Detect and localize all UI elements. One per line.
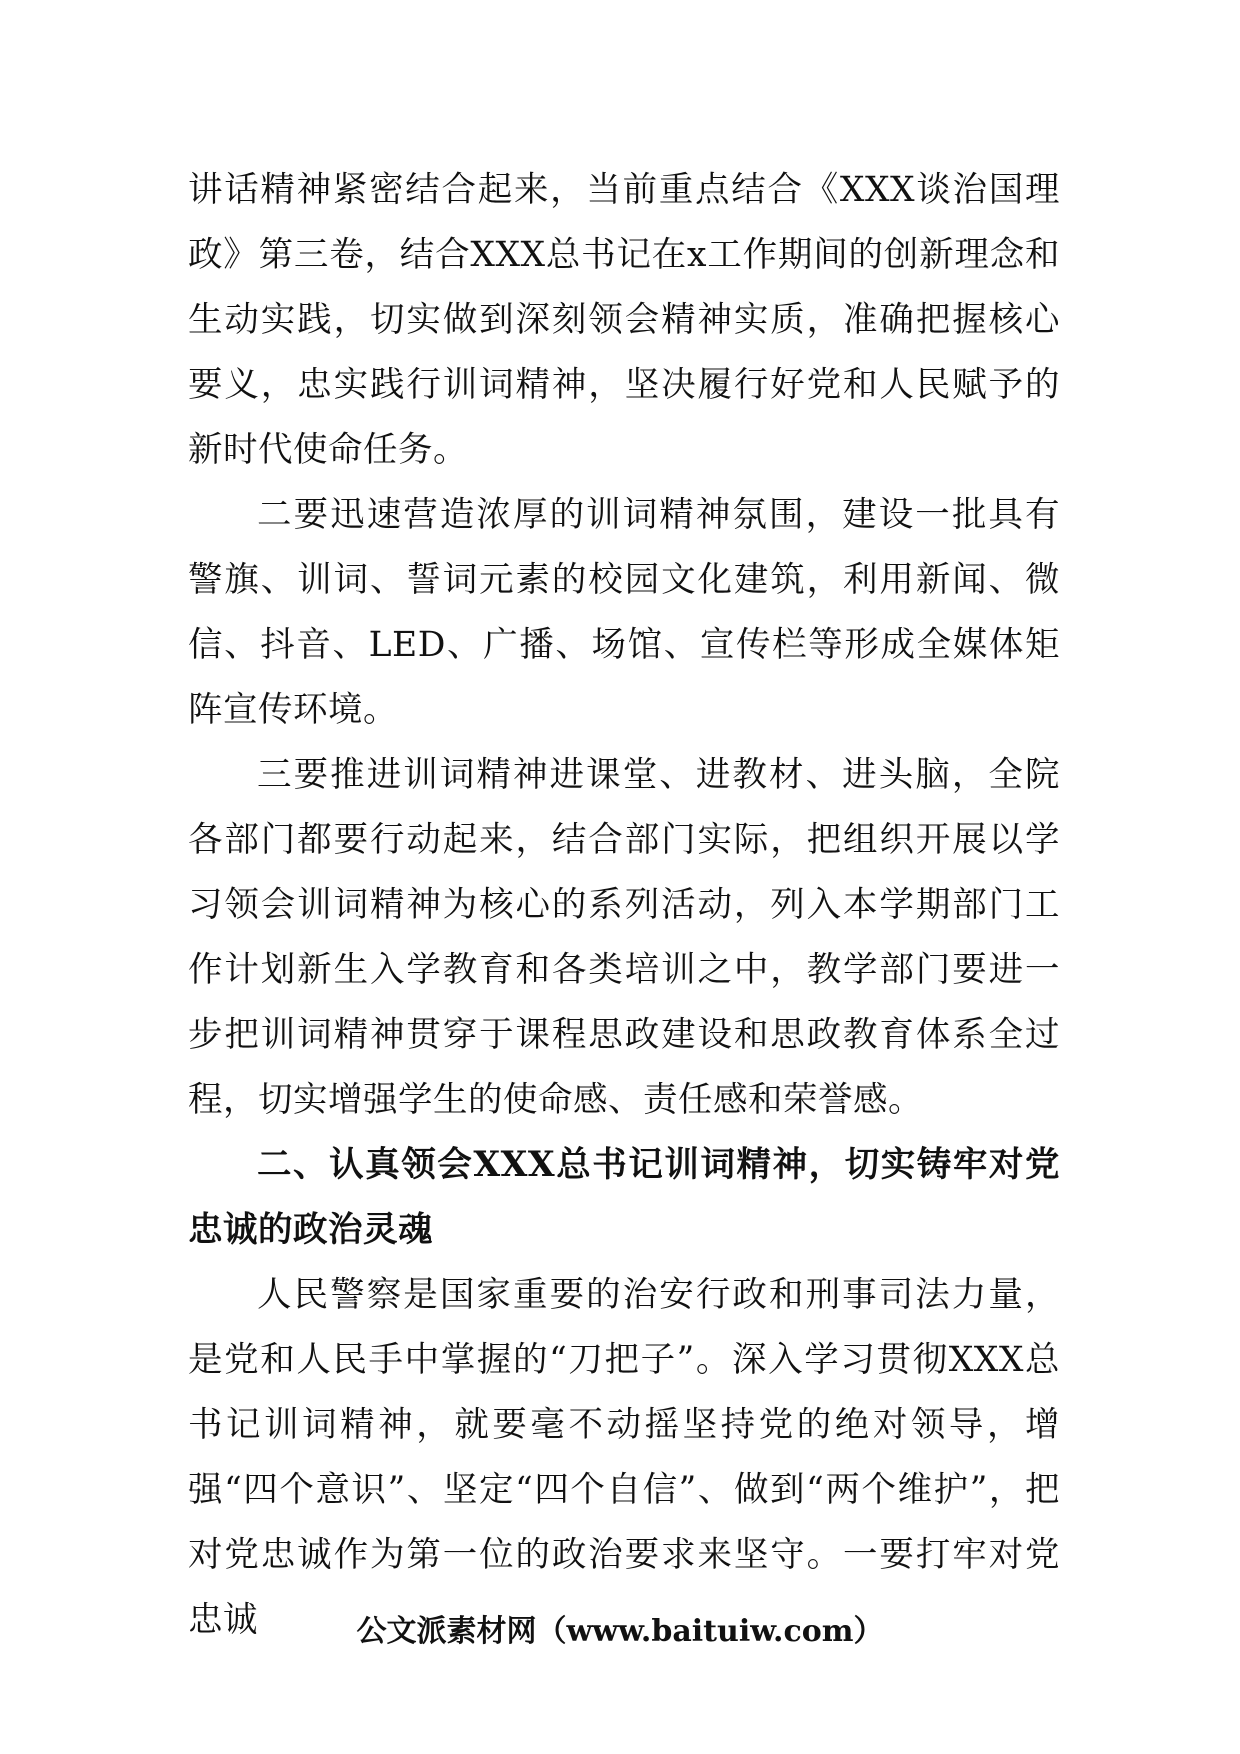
paragraph-point-two: 二要迅速营造浓厚的训词精神氛围，建设一批具有警旗、训词、誓词元素的校园文化建筑，利用新闻、微信、抖音、LED、广播、场馆、宣传栏等形成全媒体矩阵宣传环境。	[188, 495, 1060, 730]
document-body	[188, 158, 1060, 1653]
paragraph-police-loyalty: 人民警察是国家重要的治安行政和刑事司法力量，是党和人民手中掌握的“刀把子”。深入学习贯彻XXX总书记训词精神，就要毫不动摇坚持党的绝对领导，增强“四个意识”、坚定“四个自信”、做到“两个维护”，把对党忠诚作为第一位的政治要求来坚守。一要打牢对党忠诚	[188, 1275, 1060, 1640]
paragraph-continuation: 讲话精神紧密结合起来，当前重点结合《XXX谈治国理政》第三卷，结合XXX总书记在x工作期间的创新理念和生动实践，切实做到深刻领会精神实质，准确把握核心要义，忠实践行训词精神，坚决履行好党和人民赋予的新时代使命任务。	[188, 170, 1060, 470]
footer-watermark: 公文派素材网（www.baituiw.com）	[356, 1614, 884, 1649]
section-heading-two: 二、认真领会XXX总书记训词精神，切实铸牢对党忠诚的政治灵魂	[188, 1145, 1060, 1250]
paragraph-point-three: 三要推进训词精神进课堂、进教材、进头脑，全院各部门都要行动起来，结合部门实际，把组织开展以学习领会训词精神为核心的系列活动，列入本学期部门工作计划新生入学教育和各类培训之中，教学部门要进一步把训词精神贯穿于课程思政建设和思政教育体系全过程，切实增强学生的使命感、责任感和荣誉感。	[188, 755, 1060, 1120]
